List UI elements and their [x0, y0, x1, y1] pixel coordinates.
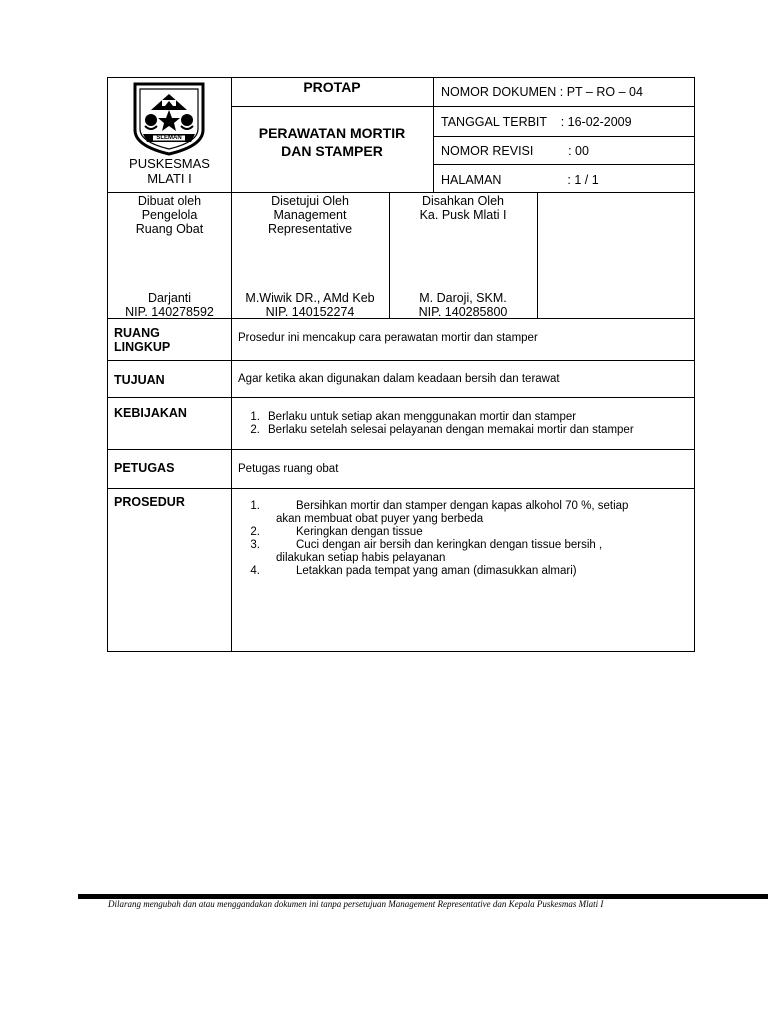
tujuan-text: Agar ketika akan digunakan dalam keadaan bersih dan terawat — [238, 373, 560, 385]
approval-signer-nip: NIP. 140285800 — [418, 305, 508, 319]
section-rule-2 — [107, 397, 695, 398]
protap-rule — [231, 106, 695, 107]
section-rule-3 — [107, 449, 695, 450]
list-item-text: Berlaku untuk setiap akan menggunakan mortir dan stamper — [268, 411, 577, 423]
list-item-number: 1. — [250, 411, 260, 423]
petugas-label: PETUGAS — [114, 461, 175, 475]
table-border-bottom — [107, 651, 695, 652]
list-item — [238, 526, 628, 539]
approval-signer-name: Darjanti — [147, 291, 192, 305]
approval-role-line2: Management — [273, 208, 347, 222]
logo-ribbon-text: SLEMAN — [156, 135, 182, 141]
list-item — [238, 500, 628, 513]
org-name-line2: MLATI I — [147, 171, 192, 186]
tujuan-label: TUJUAN — [114, 373, 165, 387]
list-item — [238, 565, 628, 578]
approval-role-line1: Disahkan Oleh — [422, 194, 504, 208]
section-rule-4 — [107, 488, 695, 489]
nomor-dokumen: NOMOR DOKUMEN : PT – RO – 04 — [441, 85, 643, 99]
doc-title-line2: DAN STAMPER — [281, 143, 383, 159]
prosedur-list — [238, 500, 628, 578]
list-item-number: 2. — [250, 526, 260, 538]
list-item-number: 2. — [250, 424, 260, 436]
approval-role-line1: Dibuat oleh — [137, 194, 202, 208]
list-item-text: Bersihkan mortir dan stamper dengan kapas alkohol 70 %, setiap — [296, 500, 629, 512]
nomor-revisi: NOMOR REVISI : 00 — [441, 144, 589, 158]
meta-rule-1 — [433, 136, 695, 137]
halaman: HALAMAN : 1 / 1 — [441, 173, 599, 187]
approval-signer-name: M.Wiwik DR., AMd Keb — [245, 291, 375, 305]
sleman-emblem-icon — [129, 80, 209, 158]
list-item-continuation: dilakukan setiap habis pelayanan — [276, 552, 446, 564]
org-name-line1: PUSKESMAS — [129, 156, 210, 171]
approval-divider-3 — [537, 192, 538, 319]
tanggal-terbit: TANGGAL TERBIT : 16-02-2009 — [441, 115, 632, 129]
list-item-text: Berlaku setelah selesai pelayanan dengan memakai mortir dan stamper — [268, 424, 634, 436]
list-item-text: Letakkan pada tempat yang aman (dimasukkan almari) — [296, 565, 577, 577]
approval-role-line3: Ruang Obat — [135, 222, 204, 236]
ruang-lingkup-text: Prosedur ini mencakup cara perawatan mortir dan stamper — [238, 332, 538, 344]
list-item-number: 3. — [250, 539, 260, 551]
kebijakan-list — [238, 411, 634, 437]
approval-role-line1: Disetujui Oleh — [271, 194, 349, 208]
list-item — [238, 424, 634, 437]
table-border-top — [107, 77, 695, 78]
list-item — [238, 411, 634, 424]
doc-type: PROTAP — [303, 79, 361, 95]
sleman-logo — [129, 80, 209, 158]
petugas-text: Petugas ruang obat — [238, 463, 339, 475]
header-divider-2 — [433, 77, 434, 192]
ruang-lingkup-label-line1: RUANG — [114, 326, 160, 340]
list-item-text: Keringkan dengan tissue — [296, 526, 423, 538]
doc-title-line1: PERAWATAN MORTIR — [258, 125, 406, 141]
list-item-text: Cuci dengan air bersih dan keringkan dengan tissue bersih , — [296, 539, 603, 551]
section-rule-1 — [107, 360, 695, 361]
kebijakan-label: KEBIJAKAN — [114, 406, 187, 420]
list-item-continuation: akan membuat obat puyer yang berbeda — [276, 513, 484, 525]
list-item-number: 1. — [250, 500, 260, 512]
ruang-lingkup-label-line2: LINGKUP — [114, 340, 171, 354]
approval-signer-nip: NIP. 140278592 — [125, 305, 214, 319]
list-item-number: 4. — [250, 565, 260, 577]
approval-signer-name: M. Daroji, SKM. — [419, 291, 507, 305]
approval-signer-nip: NIP. 140152274 — [265, 305, 355, 319]
approval-role-line2: Ka. Pusk Mlati I — [419, 208, 507, 222]
approval-role-line2: Pengelola — [141, 208, 198, 222]
body-left-column-divider — [231, 192, 232, 652]
prosedur-label: PROSEDUR — [114, 495, 185, 509]
approval-role-line3: Representative — [267, 222, 353, 236]
header-bottom-rule — [107, 192, 695, 193]
meta-rule-2 — [433, 164, 695, 165]
footer-note: Dilarang mengubah dan atau menggandakan dokumen ini tanpa persetujuan Management Representative dan Kepala Puskesmas Mlati I — [108, 899, 604, 909]
list-item — [238, 539, 628, 552]
